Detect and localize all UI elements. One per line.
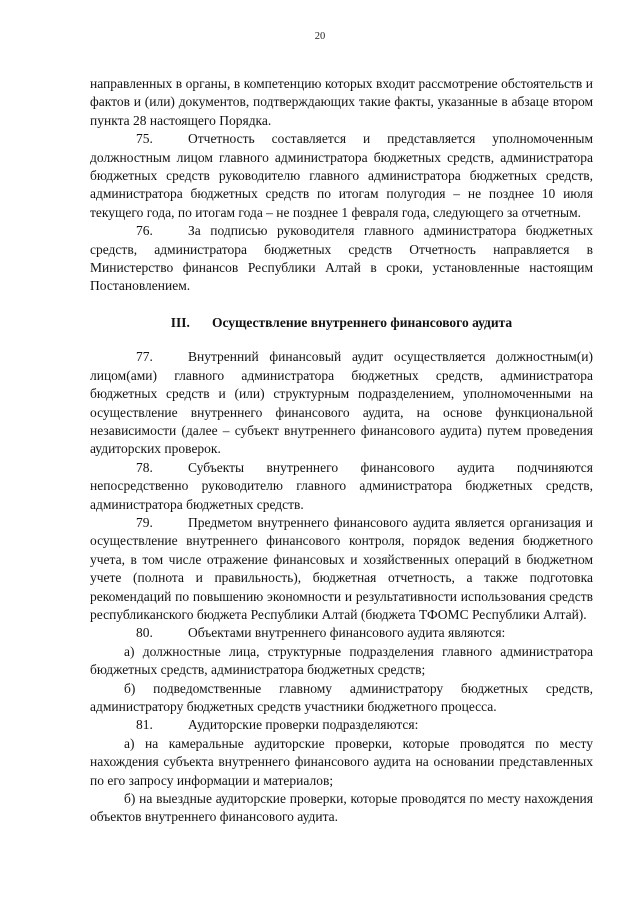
numbered-paragraph xyxy=(90,348,593,458)
paragraph-number: 80. xyxy=(136,625,153,641)
numbered-paragraph xyxy=(90,130,593,222)
paragraph-text: а) должностные лица, структурные подразделения главного администратора бюджетных средств, администратора бюджетных средств; xyxy=(90,643,593,678)
sub-item-paragraph xyxy=(90,790,593,827)
paragraph-text: Аудиторские проверки подразделяются: xyxy=(188,717,419,733)
paragraphs-before-section xyxy=(90,75,593,296)
paragraph-number: 81. xyxy=(136,717,153,733)
paragraph-text: б) подведомственные главному администратору бюджетных средств, администратору бюджетных средств участники бюджетного процесса. xyxy=(90,680,593,714)
sub-item-paragraph xyxy=(90,680,593,717)
document-body xyxy=(90,75,593,827)
paragraph-number: 77. xyxy=(136,349,153,365)
paragraph-text: направленных в органы, в компетенцию которых входит рассмотрение обстоятельств и фактов и (или) документов, подтверждающих такие факты, указанные в абзаце втором пункта 28 настоящего Порядка. xyxy=(90,76,593,128)
paragraph-text: а) на камеральные аудиторские проверки, которые проводятся по месту нахождения субъекта внутреннего финансового аудита на основании представленных по его запросу информации и материалов; xyxy=(90,735,593,788)
numbered-paragraph xyxy=(90,624,593,642)
page-number: 20 xyxy=(314,31,326,42)
paragraph-text: б) на выездные аудиторские проверки, которые проводятся по месту нахождения объектов внутреннего финансового аудита. xyxy=(90,791,593,825)
paragraph-text: Внутренний финансовый аудит осуществляется должностным(и) лицом(ами) главного администратора бюджетных средств, администратора бюджетных средств и (или) структурным подразделением, уполномоченными на осуществление внутреннего финансового аудита, на основе функциональной независимости (далее – субъект внутреннего финансового аудита) путем проведения аудиторских проверок. xyxy=(90,349,593,457)
paragraph-number: 75. xyxy=(136,131,153,147)
sub-item-paragraph xyxy=(90,643,593,680)
paragraphs-after-section xyxy=(90,348,593,827)
paragraph xyxy=(90,75,593,130)
paragraph-text: Объектами внутреннего финансового аудита являются: xyxy=(188,625,506,641)
paragraph-text: Предметом внутреннего финансового аудита является организация и осуществление внутреннего финансового контроля, порядок ведения бюджетного учета, в том числе отражение финансовых и хозяйственных операций в бюджетном учете (полнота и правильность), бюджетная отчетность, а также подготовка рекомендаций по повышению экономности и результативности использования средств республиканского бюджета Республики Алтай (бюджета ТФОМС Республики Алтай). xyxy=(90,514,593,622)
paragraph-number: 78. xyxy=(136,459,153,475)
section-number: III. xyxy=(170,314,190,330)
paragraph-text: За подписью руководителя главного администратора бюджетных средств, администратора бюджетных средств Отчетность направляется в Министерство финансов Республики Алтай в сроки, установленные настоящим Постановлением. xyxy=(90,223,593,294)
section-heading xyxy=(90,314,593,332)
paragraph-text: Субъекты внутреннего финансового аудита подчиняются непосредственно руководителю главного администратора бюджетных средств, администратора бюджетных средств. xyxy=(90,459,593,512)
sub-item-paragraph xyxy=(90,735,593,790)
paragraph-text: Отчетность составляется и представляется уполномоченным должностным лицом главного администратора бюджетных средств, администратора бюджетных средств руководителю главного администратора бюджетных средств, администратора бюджетных средств по итогам полугодия – не позднее 10 июля текущего года, по итогам года – не позднее 1 февраля года, следующего за отчетным. xyxy=(90,131,593,220)
paragraph-number: 76. xyxy=(136,223,153,239)
section-title: Осуществление внутреннего финансового аудита xyxy=(211,314,513,330)
paragraph-number: 79. xyxy=(136,514,153,530)
numbered-paragraph xyxy=(90,716,593,734)
numbered-paragraph xyxy=(90,459,593,514)
numbered-paragraph xyxy=(90,514,593,624)
numbered-paragraph xyxy=(90,222,593,296)
